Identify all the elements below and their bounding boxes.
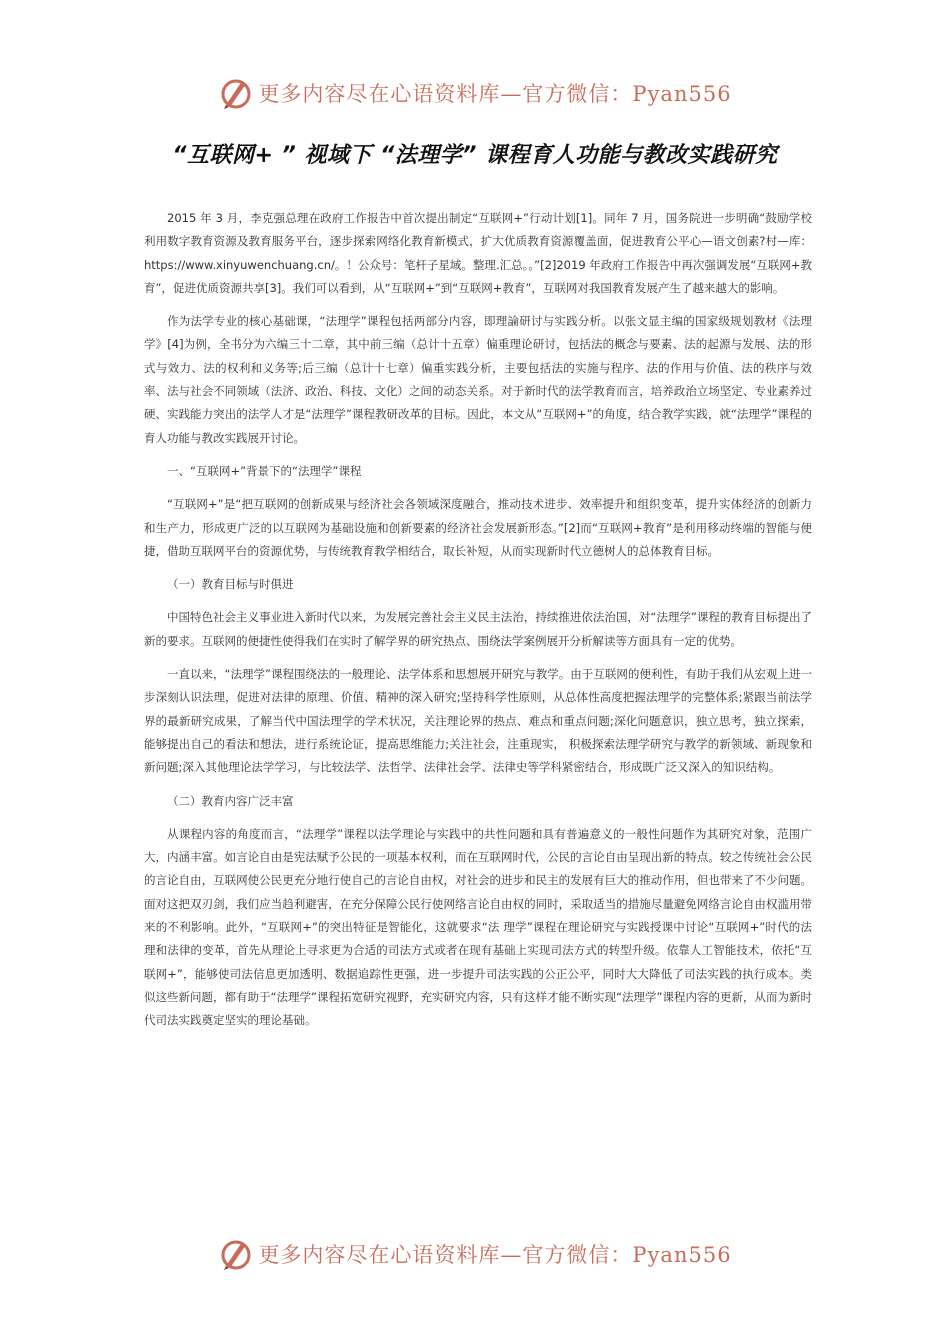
banner-text: 更多内容尽在心语资料库—官方微信：Pyan556 [258,82,732,106]
header-banner [0,73,950,113]
section-heading: 一、“互联网+”背景下的“法理学”课程 [167,463,362,478]
pen-circle-logo-icon [218,75,254,111]
document-title: “互联网+ ” 视域下 “法理学” 课程育人功能与教改实践研究 [172,143,778,168]
footer-banner [0,1234,950,1274]
paragraph: “互联网+”是“把互联网的创新成果与经济社会各领域深度融合，推动技术进步、效率提升和组织变革，提升实体经济的创新力和生产力，形成更广泛的以互联网为基础设施和创新要素的经济社会发展新形态。”[2]而“互联网+教育”是利用移动终端的智能与便捷，借助互联网平台的资源优势，与传统教育教学相结合，取长补短，从而实现新时代立德树人的总体教育目标。 [144,497,812,558]
banner-text: 更多内容尽在心语资料库—官方微信：Pyan556 [258,1243,732,1267]
paragraph: 2015 年 3 月，李克强总理在政府工作报告中首次提出制定“互联网+”行动计划[1]。同年 7 月，国务院进一步明确“鼓励学校利用数字教育资源及教育服务平台，逐步探索网络化教育新模式，扩大优质教育资源覆盖面，促进教育公平心—语文创素?村—库：https://www.xinyuwenchuang.cn/。！公众号：笔杆子星域。整理.汇总。。”[2]2019 年政府工作报告中再次强调发展“互联网+教育”，促进优质资源共享[3]。我们可以看到，从“互联网+”到“互联网+教育”，互联网对我国教育发展产生了越来越大的影响。 [144,211,812,295]
paragraph: 从课程内容的角度而言，“法理学”课程以法学理论与实践中的共性问题和具有普遍意义的一般性问题作为其研究对象，范围广大，内涵丰富。如言论自由是宪法赋予公民的一项基本权利，而在互联网时代，公民的言论自由呈现出新的特点。较之传统社会公民的言论自由，互联网使公民更充分地行使自己的言论自由权，对社会的进步和民主的发展有巨大的推动作用，但也带来了不少问题。面对这把双刃剑，我们应当趋利避害，在充分保障公民行使网络言论自由权的同时，采取适当的措施尽量避免网络言论自由权滥用带来的不利影响。此外，“互联网+”的突出特征是智能化，这就要求“法 理学”课程在理论研究与实践授课中讨论“互联网+”时代的法理和法律的变革，首先从理论上寻求更为合适的司法方式或者在现有基础上实现司法方式的转型升级。依靠人工智能技术，依托“互联网+”，能够使司法信息更加透明、数据追踪性更强，进一步提升司法实践的公正公平，同时大大降低了司法实践的执行成本。类似这些新问题，都有助于“法理学”课程拓宽研究视野，充实研究内容，只有这样才能不断实现“法理学”课程内容的更新，从而为新时代司法实践奠定坚实的理论基础。 [144,826,812,1028]
subsection-heading: （二）教育内容广泛丰富 [167,793,294,808]
paragraph: 一直以来，“法理学”课程围绕法的一般理论、法学体系和思想展开研究与教学。由于互联网的便利性，有助于我们从宏观上进一步深刻认识法理，促进对法律的原理、价值、精神的深入研究;坚持科学性原则，从总体性高度把握法理学的完整体系;紧跟当前法学界的最新研究成果，了解当代中国法理学的学术状况，关注理论界的热点、难点和重点问题;深化问题意识，独立思考，独立探索，能够提出自己的看法和想法，进行系统论证，提高思维能力;关注社会，注重现实， 积极探索法理学研究与教学的新领域、新现象和新问题;深入其他理论法学学习，与比较法学、法哲学、法律社会学、法律史等学科紧密结合，形成既广泛又深入的知识结构。 [144,667,812,775]
paragraph: 中国特色社会主义事业进入新时代以来，为发展完善社会主义民主法治，持续推进依法治国，对“法理学”课程的教育目标提出了新的要求。互联网的便捷性使得我们在实时了解学界的研究热点、围绕法学案例展开分析解读等方面具有一定的优势。 [144,610,812,648]
paragraph: 作为法学专业的核心基础课，“法理学”课程包括两部分内容，即理論研讨与实践分析。以张文显主编的国家级规划教材《法理学》[4]为例，全书分为六编三十二章，其中前三编（总计十五章）偏重理论研讨，包括法的概念与要素、法的起源与发展、法的形式与效力、法的权利和义务等;后三编（总计十七章）偏重实践分析，主要包括法的实施与程序、法的作用与价值、法的秩序与效率、法与社会不同领域（法济、政治、科技、文化）之间的动态关系。对于新时代的法学教育而言，培养政治立场坚定、专业素养过硬、实践能力突出的法学人才是“法理学”课程教研改革的目标。因此，本文从“互联网+”的角度，结合教学实践，就“法理学”课程的育人功能与教改实践展开讨论。 [144,314,812,445]
pen-circle-logo-icon [218,1236,254,1272]
subsection-heading: （一）教育目标与时俱进 [167,577,294,592]
document-body [144,207,812,1043]
